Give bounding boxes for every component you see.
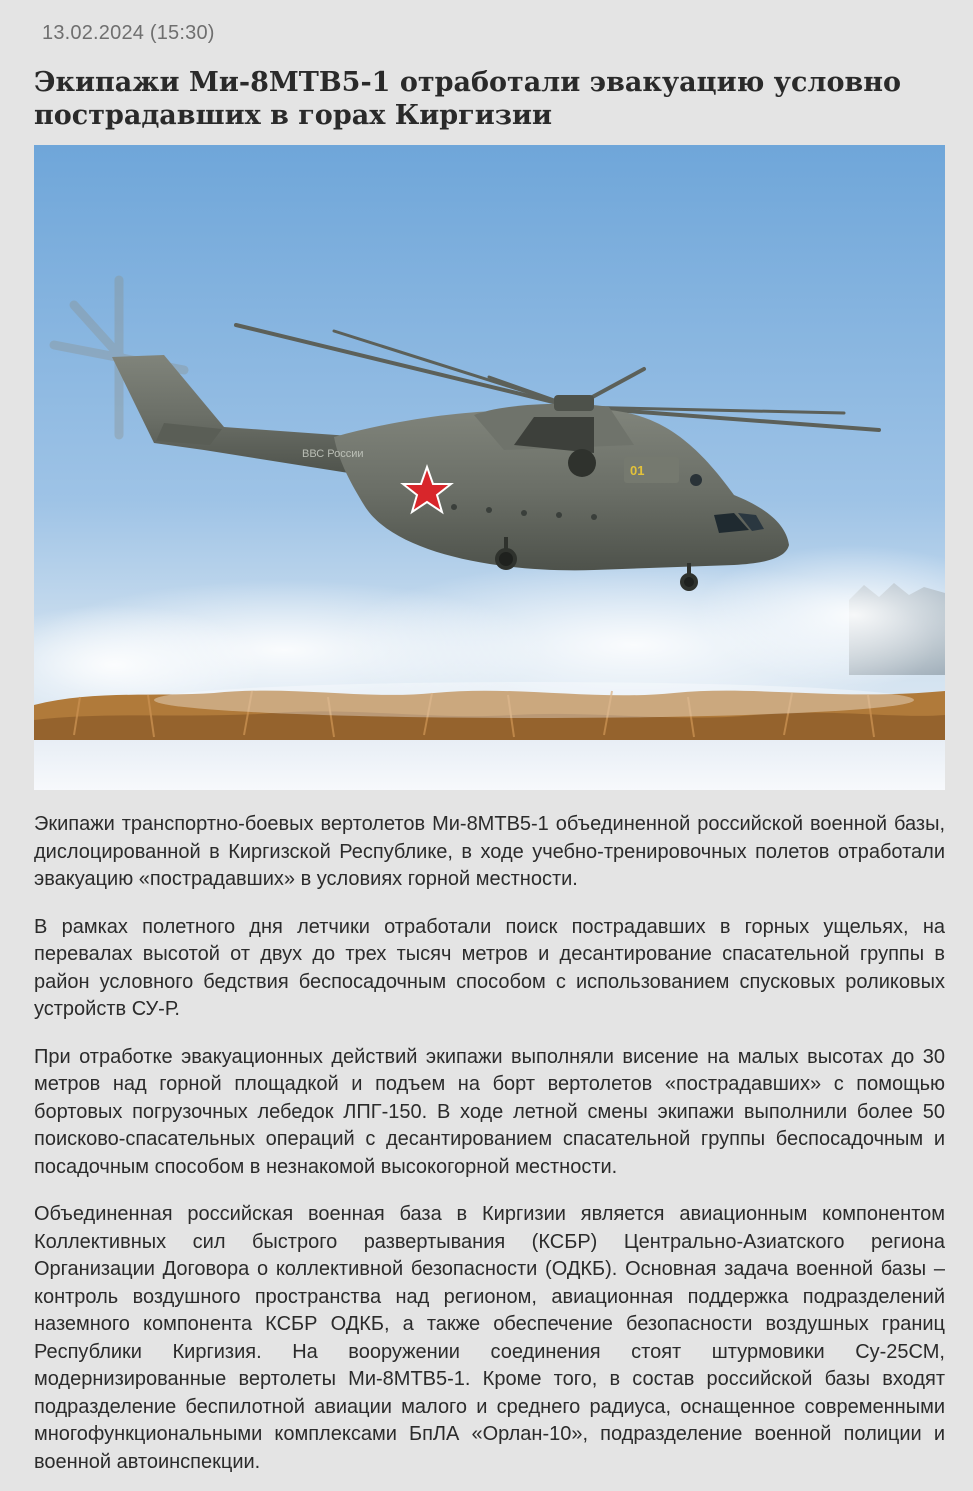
article-date: 13.02.2024 (15:30) xyxy=(42,22,215,44)
fuselage-text: ВВС России xyxy=(302,448,364,460)
article-paragraph: Экипажи транспортно-боевых вертолетов Ми-8МТВ5-1 объединенной российской военной базы, дислоцированной в Киргизской Республике, в ходе учебно-тренировочных полетов отработали эвакуацию «пострадавших» в условиях горной местности. xyxy=(34,813,945,890)
article-body xyxy=(34,811,945,1491)
article-paragraph: При отработке эвакуационных действий экипажи выполняли висение на малых высотах до 30 метров над горной площадкой и подъем на борт вертолетов «пострадавших» с помощью бортовых погрузочных лебедок ЛПГ-150. В ходе летной смены экипажи выполнили более 50 поисково-спасательных операций с десантированием спасательной группы беспосадочным и посадочным способом в незнакомой высокогорной местности. xyxy=(34,1045,945,1178)
article-photo xyxy=(34,145,945,790)
article-paragraph: В рамках полетного дня летчики отработали поиск пострадавших в горных ущельях, на перевалах высотой от двух до трех тысяч метров и десантирование спасательной группы в район условного бедствия беспосадочным способом с использованием спусковых роликовых устройств СУ-Р. xyxy=(34,915,945,1020)
article-title: Экипажи Ми-8МТВ5-1 отработали эвакуацию условно пострадавших в горах Киргизии xyxy=(34,67,901,131)
helicopter-photo-illustration xyxy=(34,145,945,790)
tail-number: 01 xyxy=(630,463,645,478)
article-paragraph: Объединенная российская военная база в Киргизии является авиационным компонентом Коллективных сил быстрого развертывания (КСБР) Центрально-Азиатского региона Организации Договора о коллективной безопасности (ОДКБ). Основная задача военной базы – контроль воздушного пространства над регионом, авиационная поддержка подразделений наземного компонента КСБР ОДКБ, а также обеспечение безопасности воздушных границ Республики Киргизия. На вооружении соединения стоят штурмовики Су-25СМ, модернизированные вертолеты Ми-8МТВ5-1. Кроме того, в состав российской базы входят подразделение беспилотной авиации малого и среднего радиуса, оснащенное современными многофункциональными комплексами БпЛА «Орлан-10», подразделение военной полиции и военной автоинспекции. xyxy=(34,1203,945,1473)
